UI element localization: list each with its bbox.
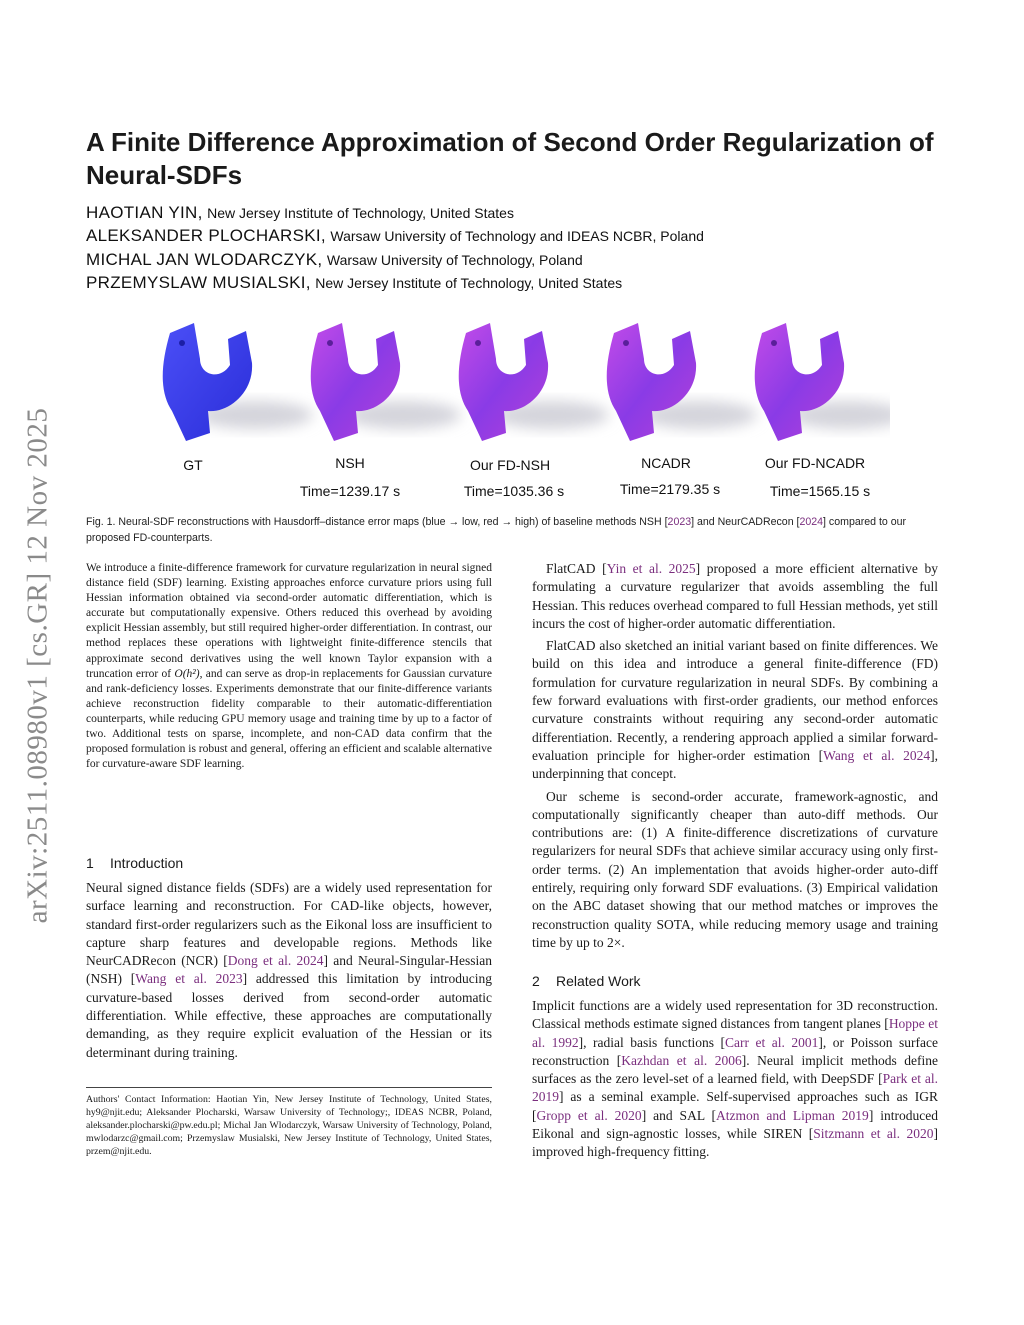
right-column-body — [532, 560, 938, 952]
author-affiliation: Warsaw University of Technology and IDEAS NCBR, Poland — [330, 228, 704, 245]
author-name: PRZEMYSLAW MUSIALSKI, — [86, 273, 311, 293]
render-fd-nsh — [459, 323, 609, 441]
author-affiliation: New Jersey Institute of Technology, United States — [315, 275, 623, 292]
paragraph-text: ] as a seminal example. Self-supervised approaches such as IGR [ — [532, 1089, 938, 1123]
arxiv-side-stamp — [14, 370, 62, 960]
paragraph-text: FlatCAD [ — [546, 561, 607, 576]
paragraph-text: ], underpinning that concept. — [532, 747, 939, 782]
abstract-math: O(h²) — [174, 667, 200, 680]
paragraph — [532, 997, 938, 1162]
abstract-text: , and can serve as drop-in replacements for Gaussian curvature and rank-deficiency losses. Experiments demonstrate that our finite-difference variants achieve reconstruction fidelity comparable to their automatic-differentiation counterparts, while reducing GPU memory usage and training time by up to a factor of two. Additional tests on sparse, incomplete, and non-CAD data confirm that the proposed formulation is robust and general, offering an efficient and scalable alternative for curvature-aware SDF learning. — [86, 667, 492, 771]
section-heading-introduction — [86, 855, 183, 871]
section-title: Related Work — [556, 973, 641, 989]
paragraph-text: ]. Neural implicit methods define surfaces as the zero level-set of a learned field, with DeepSDF [ — [532, 1052, 939, 1087]
paragraph-text: Our scheme is second-order accurate, framework-agnostic, and computationally significantly cheaper than auto-diff methods. Our contributions are: (1) A finite-difference discretizations of curvature regularizers for neural SDFs that achieve similar accuracy using only first-order terms. (2) An implementation that avoids higher-order auto-diff entirely, requiring only forward SDF evaluations. (3) Empirical validation on the ABC dataset showing that our method matches or improves the reconstruction quality SOTA, while reducing memory usage and training time by up to 2×. — [532, 788, 938, 950]
citation-link[interactable]: Gropp et al. 2020 — [536, 1107, 642, 1123]
author-affiliation: New Jersey Institute of Technology, United States — [207, 205, 514, 221]
footnote-divider — [86, 1087, 492, 1088]
caption-text: ] compared to our proposed FD-counterparts. — [86, 516, 907, 544]
citation-link[interactable]: Park et al. 2019 — [532, 1071, 938, 1105]
citation-link[interactable]: 2023 — [667, 516, 692, 528]
paragraph-text: ], radial basis functions [ — [578, 1034, 725, 1050]
abstract-text: We introduce a finite-difference framework for curvature regularization in neural signed distance field (SDF) learning. Existing approaches enforce curvature priors using full Hessian information obtained via second-order automatic differentiation, which is accurate but computationally expensive. Others reduced this overhead by avoiding explicit Hessian assembly, but still required higher-order differentiation. In contrast, our method replaces these operations with lightweight finite-difference stencils that approximate second derivatives using the well known Taylor expansion with a truncation error of — [86, 562, 492, 680]
author-name: HAOTIAN YIN, — [86, 203, 203, 222]
paragraph-text: Implicit functions are a widely used representation for 3D reconstruction. Classical methods estimate signed distances from tangent planes [ — [532, 998, 938, 1032]
citation-link[interactable]: 2024 — [799, 516, 824, 528]
panel-time-ncadr: Time=2179.35 s — [619, 481, 721, 497]
paragraph — [532, 560, 938, 633]
author-2 — [86, 226, 946, 249]
section-number: 1 — [86, 855, 94, 871]
paragraph-text: ] improved high-frequency fitting. — [532, 1126, 939, 1160]
citation-link[interactable]: Hoppe et al. 1992 — [532, 1016, 939, 1050]
panel-time-fd-ncadr: Time=1565.15 s — [769, 483, 871, 499]
caption-text: ] and NeurCADRecon [ — [691, 516, 800, 528]
render-fd-ncadr — [755, 323, 890, 441]
arxiv-stamp-text: arXiv:2511.08980v1 [cs.GR] 12 Nov 2025 — [21, 407, 54, 923]
author-name: ALEKSANDER PLOCHARSKI, — [86, 226, 326, 246]
paragraph-text: ] and SAL [ — [641, 1107, 716, 1123]
introduction-body — [86, 879, 492, 1062]
citation-link[interactable]: Atzmon and Lipman 2019 — [716, 1107, 869, 1123]
citation-link[interactable]: Wang et al. 2024 — [823, 747, 931, 763]
citation-link[interactable]: Wang et al. 2023 — [135, 971, 243, 987]
panel-label-gt: GT — [183, 457, 203, 473]
paragraph-text: ] addressed this limitation by introducing curvature-based losses derived from second-order automatic differentiation. While effective, these approaches are computationally demanding, as they require explicit evaluation of the Hessian or its determinant during training. — [86, 971, 493, 1060]
author-affiliation: Warsaw University of Technology, Poland — [326, 251, 583, 268]
paragraph-text: ] and Neural-Singular-Hessian (NSH) [ — [86, 953, 492, 987]
citation-link[interactable]: Yin et al. 2025 — [606, 561, 696, 576]
section-title: Introduction — [110, 855, 184, 871]
author-4 — [86, 273, 946, 296]
citation-link[interactable]: Sitzmann et al. 2020 — [813, 1126, 934, 1142]
citation-link[interactable]: Carr et al. 2001 — [725, 1034, 819, 1050]
panel-label-fd-ncadr: Our FD-NCADR — [764, 455, 866, 471]
render-nsh — [311, 323, 461, 441]
author-3 — [86, 250, 946, 273]
panel-label-ncadr: NCADR — [641, 455, 691, 471]
paragraph — [532, 637, 938, 783]
paragraph — [86, 879, 492, 1062]
panel-label-nsh: NSH — [335, 455, 365, 471]
teaser-render-strip — [150, 315, 890, 455]
author-contact-footnote: Authors' Contact Information: Haotian Yin, New Jersey Institute of Technology, United States, hy9@njit.edu; Aleksander Plocharski, Warsaw University of Technology;, IDEAS NCBR, Poland, aleksander.plocharski@pw.edu.pl; Michal Jan Wlodarczyk, Warsaw University of Technology, Poland, mwlodarzc@gmail.com; Przemyslaw Musialski, New Jersey Institute of Technology, United States, przem@njit.edu. — [86, 1094, 492, 1157]
paragraph-text: ] introduced Eikonal and sign-agnostic losses, while SIREN [ — [532, 1107, 938, 1142]
section-number: 2 — [532, 973, 540, 989]
author-name: MICHAL JAN WLODARCZYK, — [86, 249, 323, 269]
section-heading-related-work — [532, 973, 641, 989]
render-gt — [163, 323, 313, 441]
author-1 — [86, 203, 946, 226]
citation-link[interactable]: Dong et al. 2024 — [227, 953, 324, 969]
related-work-body — [532, 997, 938, 1162]
panel-time-fd-nsh: Time=1035.36 s — [463, 483, 565, 499]
figure-caption — [86, 514, 938, 546]
teaser-figure — [150, 315, 890, 505]
paragraph-text: ] proposed a more efficient alternative by formulating a curvature regularizer that avoids assembling the full Hessian. This reduces overhead compared to full Hessian methods, yet still incurs the cost of higher-order automatic differentiation. — [532, 561, 938, 631]
abstract — [86, 561, 492, 772]
panel-label-fd-nsh: Our FD-NSH — [469, 457, 551, 473]
caption-text: Fig. 1. Neural-SDF reconstructions with Hausdorff–distance error maps (blue → low, red → high) of baseline methods NSH [ — [86, 516, 668, 528]
paper-title: A Finite Difference Approximation of Second Order Regularization of Neural-SDFs — [86, 127, 934, 190]
author-list — [86, 203, 946, 297]
citation-link[interactable]: Kazhdan et al. 2006 — [621, 1052, 742, 1068]
render-ncadr — [607, 323, 757, 441]
paragraph-text: Neural signed distance fields (SDFs) are a widely used representation for surface learning and reconstruction. For CAD-like objects, however, standard first-order regularizers such as the Eikonal loss are insufficient to capture sharp features and developable regions. Methods like NeurCADRecon (NCR) [ — [86, 880, 492, 969]
paragraph-text: ], or Poisson surface reconstruction [ — [532, 1034, 938, 1068]
paragraph-text: FlatCAD also sketched an initial variant based on finite differences. We build on this idea and introduce a general finite-difference (FD) formulation for curvature regularization in neural SDFs. By combining a few forward evaluations with first-order gradients, our method enforces curvature constraints without requiring any second-order automatic differentiation. Recently, a rendering approach applied a similar forward-evaluation principle for higher-order estimation [ — [532, 638, 938, 763]
paragraph — [532, 788, 938, 953]
panel-time-nsh: Time=1239.17 s — [299, 483, 401, 499]
